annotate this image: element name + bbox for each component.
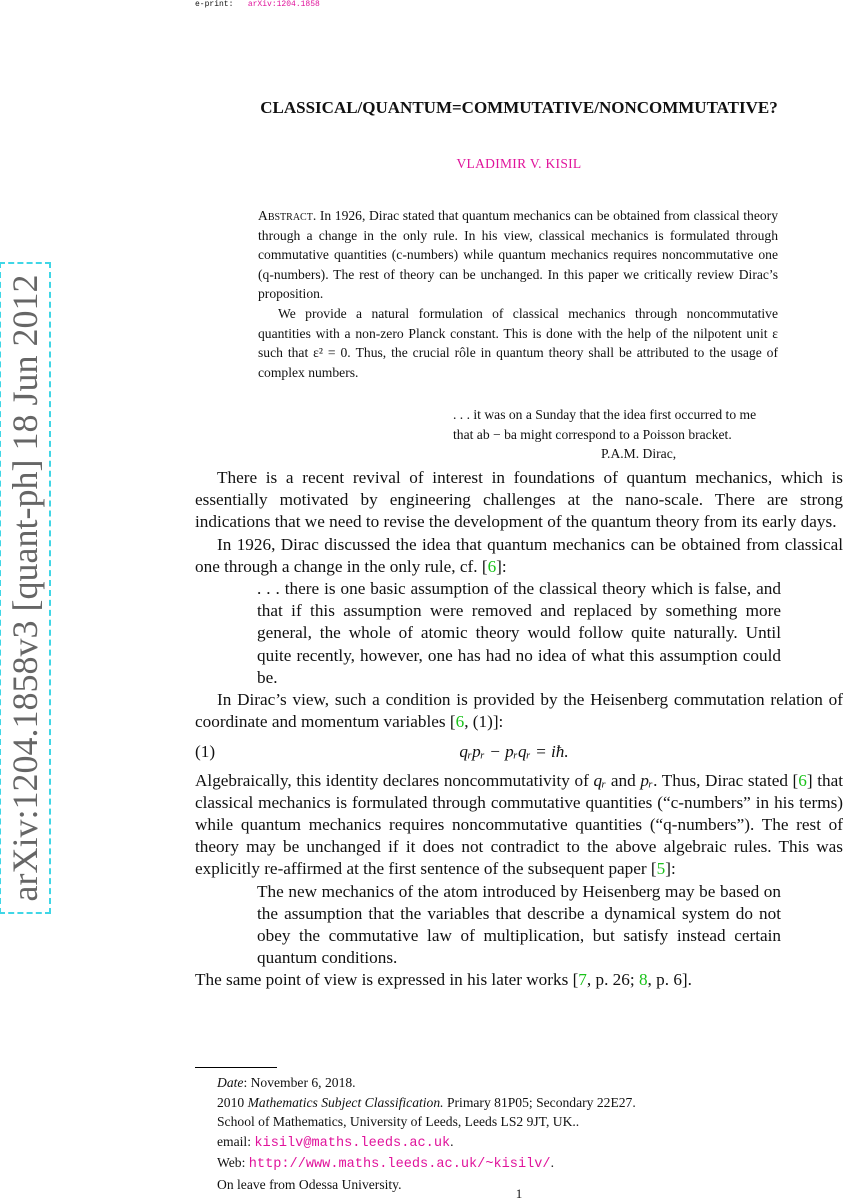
text: , p. 6].: [647, 970, 692, 990]
equation-1: [195, 741, 843, 763]
text: ]:: [665, 859, 676, 879]
text: . Thus, Dirac stated [: [653, 770, 799, 790]
epigraph-line: . . . it was on a Sunday that the idea first occurred to me: [453, 407, 757, 422]
footnote-date: Date: November 6, 2018.: [217, 1075, 356, 1090]
inline-math: qᵣ: [593, 770, 607, 790]
email-link[interactable]: kisilv@maths.leeds.ac.uk: [254, 1135, 451, 1151]
text: , p. 26;: [586, 970, 639, 990]
page-number: 1: [515, 1186, 523, 1200]
paragraph: [195, 467, 843, 534]
footnote-msc: 2010 Mathematics Subject Classification. Primary 81P05; Secondary 22E27.: [217, 1094, 636, 1110]
paper-title: CLASSICAL/QUANTUM=COMMUTATIVE/NONCOMMUTATIVE?: [260, 98, 778, 117]
text: ]:: [496, 556, 507, 576]
text: Algebraically, this identity declares noncommutativity of: [195, 770, 594, 790]
text: In Dirac’s view, such a condition is provided by the Heisenberg commutation relation of coordinate and momentum variables [: [195, 690, 843, 732]
paragraph: [195, 689, 843, 733]
text: The same point of view is expressed in his later works [: [195, 970, 579, 990]
footnote-email: email: kisilv@maths.leeds.ac.uk.: [217, 1133, 454, 1151]
citation-link[interactable]: 6: [798, 770, 807, 790]
footnote-rule: [195, 1067, 277, 1068]
citation-link[interactable]: 6: [455, 712, 465, 732]
abstract-p2: We provide a natural formulation of classical mechanics through noncommutative quantities with a non-zero Planck constant. This is done with the help of the nilpotent unit ε such that ε² = 0. Thus, the crucial rôle in quantum theory shall be attributed to the usage of complex numbers.: [258, 305, 778, 380]
block-quote: [257, 881, 781, 970]
eprint-label: e-print:: [195, 0, 234, 9]
citation-link[interactable]: 7: [578, 970, 587, 990]
footnotes: [217, 1073, 636, 1195]
block-quote: [257, 578, 781, 689]
text: There is a recent revival of interest in foundations of quantum mechanics, which is essentially motivated by engineering challenges at the nano-scale. There are strong indications that we need to revise the development of the quantum theory from its early days.: [195, 468, 843, 532]
footnote-web: Web: http://www.maths.leeds.ac.uk/~kisilv/.: [217, 1155, 554, 1173]
body-text: [195, 467, 843, 992]
equation-number: (1): [195, 742, 216, 762]
abstract-p1: In 1926, Dirac stated that quantum mechanics can be obtained from classical theory through a change in the only rule. In his view, classical mechanics is formulated through commutative quantities (c-numbers) while quantum mechanics requires noncommutative one (q-numbers). The rest of theory can be unchanged. In this paper we critically review Dirac’s proposition.: [258, 208, 778, 302]
epigraph: [453, 405, 844, 464]
abstract-label: Abstract.: [258, 208, 317, 223]
eprint-header: [195, 0, 320, 9]
web-link[interactable]: http://www.maths.leeds.ac.uk/~kisilv/: [248, 1157, 551, 1173]
citation-link[interactable]: 5: [656, 859, 666, 879]
text: ] that classical mechanics is formulated through commutative quantities (“c-numbers” in his terms) while quantum mechanics requires noncommutative quantities (“q-numbers”). The rest of theory may be unchanged if it does not contradict to the above algebraic rules. This was explicitly re-affirmed at the first sentence of the subsequent paper [: [195, 770, 844, 879]
paragraph: [195, 969, 843, 991]
paragraph: [195, 534, 843, 578]
arxiv-stamp: [0, 262, 51, 914]
text: The new mechanics of the atom introduced by Heisenberg may be based on the assumption that the variables that describe a dynamical system do not obey the commutative law of multiplication, but satisfy instead certain quantum conditions.: [257, 881, 781, 968]
footnote-leave: On leave from Odessa University.: [217, 1176, 402, 1192]
inline-math: pᵣ: [640, 770, 654, 790]
paragraph: [195, 770, 843, 881]
text: In 1926, Dirac discussed the idea that quantum mechanics can be obtained from classical one through a change in the only rule, cf. [: [195, 534, 843, 576]
citation-link[interactable]: 8: [638, 970, 648, 990]
citation-link[interactable]: 6: [487, 556, 497, 576]
author-name[interactable]: VLADIMIR V. KISIL: [456, 156, 582, 171]
equation-math: qᵣpᵣ − pᵣqᵣ = iħ.: [459, 742, 569, 762]
eprint-link[interactable]: arXiv:1204.1858: [247, 0, 320, 9]
arxiv-stamp-text: arXiv:1204.1858v3 [quant-ph] 18 Jun 2012: [5, 274, 45, 902]
epigraph-line: that ab − ba might correspond to a Poisson bracket.: [453, 426, 732, 442]
text: , (1)]:: [464, 712, 504, 732]
abstract: [258, 206, 778, 382]
footnote-address: School of Mathematics, University of Leeds, Leeds LS2 9JT, UK..: [217, 1114, 580, 1130]
text: and: [606, 770, 641, 790]
epigraph-attribution: P.A.M. Dirac,: [601, 446, 677, 462]
text: . . . there is one basic assumption of the classical theory which is false, and that if this assumption were removed and replaced by something more general, the whole of atomic theory would follow quite naturally. Until quite recently, however, one has had no idea of what this assumption could be.: [257, 579, 781, 687]
